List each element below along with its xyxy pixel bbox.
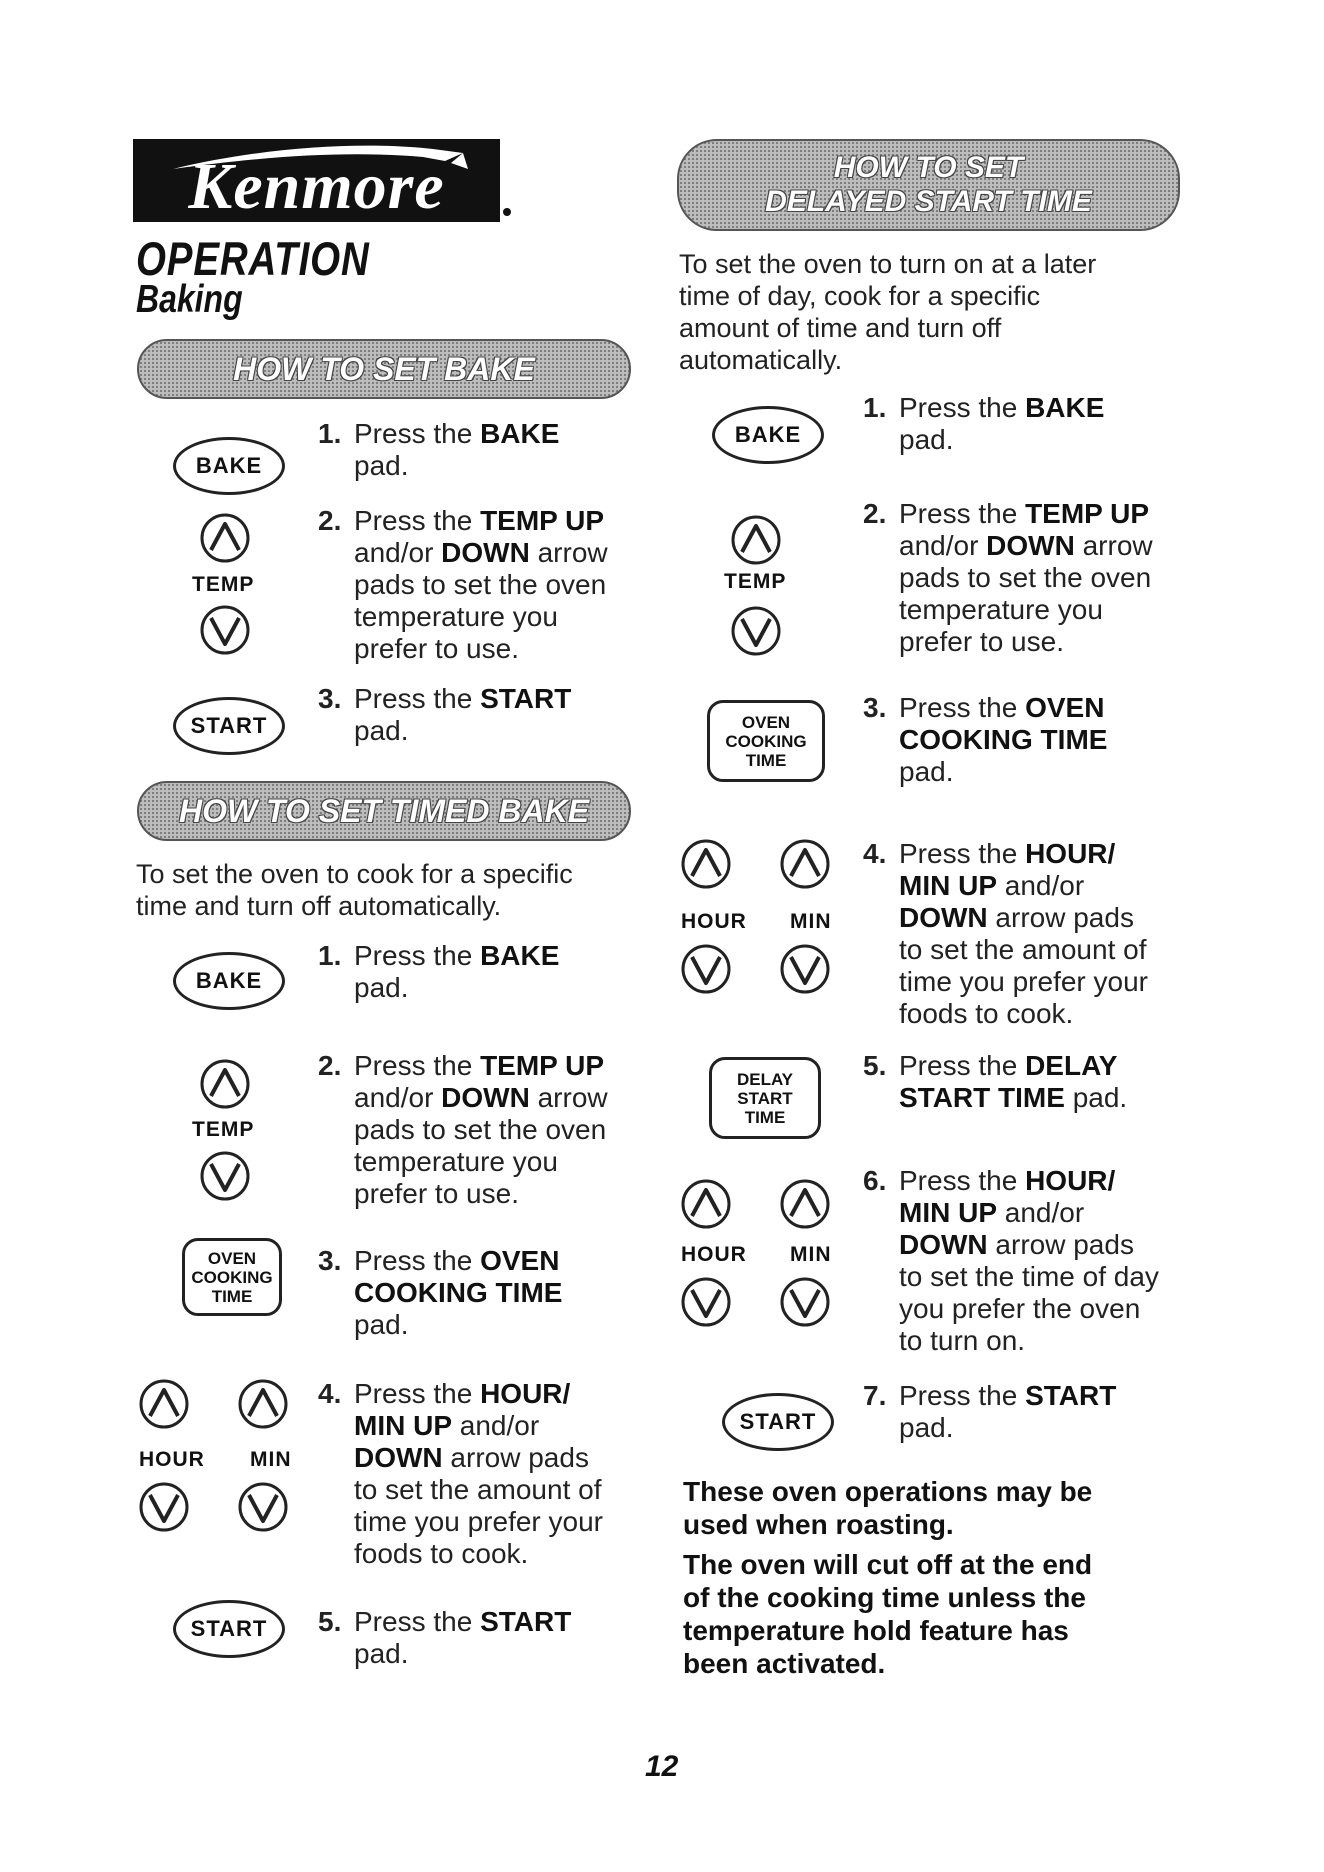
min-up-arrow-icon [779, 1178, 831, 1230]
bake-banner [137, 339, 631, 399]
step-text [354, 1606, 648, 1670]
bake-step-3 [318, 683, 648, 747]
banner-line: HOW TO SET [833, 151, 1024, 184]
step-number: 1. [318, 418, 342, 449]
bake-step-1 [318, 418, 648, 482]
delayed-step-5 [863, 1050, 1193, 1114]
step-line: time you prefer your [354, 1506, 603, 1537]
step-text [899, 1050, 1193, 1114]
logo-wordmark: Kenmore [188, 150, 445, 222]
step-number: 1. [318, 940, 342, 971]
page-number: 12 [645, 1750, 679, 1783]
delayed-step-3 [863, 692, 1193, 788]
hour-up-arrow-icon [680, 838, 732, 890]
step-line: Press the BAKE [354, 418, 560, 449]
step-number: 3. [318, 683, 342, 714]
start-pad-icon [722, 1393, 834, 1451]
step-line: pad. [899, 1412, 954, 1443]
note-line: been activated. [683, 1648, 886, 1679]
step-line: to set the amount of [354, 1474, 602, 1505]
oven-cooking-time-pad-icon [707, 700, 825, 782]
step-line: DOWN arrow pads [354, 1442, 589, 1473]
delayed-step-7 [863, 1380, 1193, 1444]
step-line: to set the time of day [899, 1261, 1159, 1292]
step-line: prefer to use. [354, 633, 519, 664]
hour-label: HOUR [139, 1448, 205, 1471]
min-up-arrow-icon [237, 1378, 289, 1430]
step-text [899, 1380, 1193, 1444]
step-text [354, 940, 648, 1004]
step-line: and/or DOWN arrow [354, 1082, 608, 1113]
step-text [354, 1378, 658, 1570]
bake-pad-label: BAKE [734, 422, 802, 447]
step-text [354, 418, 648, 482]
timed-bake-banner [137, 781, 631, 841]
delayed-step-1 [863, 392, 1193, 456]
temp-up-arrow-icon [730, 514, 782, 566]
step-line: pads to set the oven [354, 1114, 607, 1145]
step-line: MIN UP and/or [899, 1197, 1085, 1228]
delayed-step-6 [863, 1165, 1193, 1357]
min-label: MIN [790, 910, 832, 933]
step-text [899, 1165, 1193, 1357]
bake-pad-label: BAKE [195, 453, 263, 478]
min-label: MIN [790, 1243, 832, 1266]
step-line: you prefer the oven [899, 1293, 1141, 1324]
step-line: pad. [899, 424, 954, 455]
pad-line: OVEN [741, 712, 791, 732]
step-line: pad. [354, 1309, 409, 1340]
delay-start-time-pad-icon [709, 1057, 821, 1139]
step-line: Press the BAKE [354, 940, 560, 971]
step-text [899, 838, 1193, 1030]
delayed-step-4 [863, 838, 1193, 1030]
step-text [899, 498, 1193, 658]
step-text [354, 1050, 658, 1210]
intro-line: time and turn off automatically. [136, 891, 502, 921]
step-line: pad. [354, 1638, 409, 1669]
logo-dot [503, 208, 511, 216]
hour-down-arrow-icon [680, 1276, 732, 1328]
step-line: Press the START [354, 1606, 572, 1637]
kenmore-logo [133, 139, 500, 222]
note-line: used when roasting. [683, 1509, 954, 1540]
pad-line: START [737, 1088, 793, 1108]
min-up-arrow-icon [779, 838, 831, 890]
min-down-arrow-icon [779, 1276, 831, 1328]
temp-up-arrow-icon [199, 1058, 251, 1110]
step-text [354, 505, 658, 665]
step-line: pad. [354, 972, 409, 1003]
section-title: OPERATION [136, 232, 370, 285]
timed-step-1 [318, 940, 648, 1004]
start-pad-label: START [739, 1409, 817, 1434]
hour-up-arrow-icon [138, 1378, 190, 1430]
bake-pad-icon [173, 952, 285, 1010]
timed-bake-intro [136, 858, 636, 922]
timed-step-5 [318, 1606, 648, 1670]
bake-banner-text: HOW TO SET BAKE [233, 350, 535, 387]
step-line: pad. [354, 715, 409, 746]
step-number: 7. [863, 1380, 887, 1411]
delayed-step-2 [863, 498, 1193, 658]
step-number: 5. [318, 1606, 342, 1637]
pad-line: TIME [745, 750, 787, 770]
intro-line: automatically. [679, 345, 843, 375]
pad-line: COOKING [725, 731, 807, 751]
step-text [899, 392, 1193, 456]
step-line: COOKING TIME [354, 1277, 563, 1308]
step-line: pad. [354, 450, 409, 481]
banner-line: DELAYED START TIME [765, 185, 1092, 218]
min-down-arrow-icon [237, 1481, 289, 1533]
step-line: DOWN arrow pads [899, 1229, 1134, 1260]
hour-down-arrow-icon [680, 943, 732, 995]
section-subtitle: Baking [136, 278, 243, 321]
bake-pad-label: BAKE [195, 968, 263, 993]
step-number: 1. [863, 392, 887, 423]
step-line: Press the HOUR/ [354, 1378, 571, 1409]
step-line: Press the HOUR/ [899, 1165, 1116, 1196]
step-line: and/or DOWN arrow [354, 537, 608, 568]
step-line: Press the BAKE [899, 392, 1105, 423]
step-line: foods to cook. [899, 998, 1074, 1029]
temp-label: TEMP [192, 573, 255, 596]
step-number: 3. [318, 1245, 342, 1276]
bake-pad-icon [712, 406, 824, 464]
delayed-start-banner [677, 139, 1180, 231]
step-line: Press the HOUR/ [899, 838, 1116, 869]
step-line: MIN UP and/or [899, 870, 1085, 901]
step-number: 2. [318, 1050, 342, 1081]
step-line: temperature you [354, 1146, 558, 1177]
note-line: of the cooking time unless the [683, 1582, 1086, 1613]
step-line: to turn on. [899, 1325, 1026, 1356]
hour-label: HOUR [681, 1243, 747, 1266]
step-number: 5. [863, 1050, 887, 1081]
temp-up-arrow-icon [199, 512, 251, 564]
step-line: temperature you [899, 594, 1103, 625]
temp-label: TEMP [724, 570, 787, 593]
hour-label: HOUR [681, 910, 747, 933]
step-text [899, 692, 1193, 788]
oven-cooking-time-pad-icon [182, 1238, 282, 1316]
step-line: prefer to use. [899, 626, 1064, 657]
temp-label: TEMP [192, 1118, 255, 1141]
step-number: 3. [863, 692, 887, 723]
step-line: START TIME pad. [899, 1082, 1128, 1113]
note-line: The oven will cut off at the end [683, 1549, 1093, 1580]
hour-down-arrow-icon [138, 1481, 190, 1533]
step-number: 2. [318, 505, 342, 536]
timed-step-3 [318, 1245, 658, 1341]
start-pad-label: START [190, 713, 268, 738]
step-number: 4. [318, 1378, 342, 1409]
timed-step-4 [318, 1378, 658, 1570]
pad-line: OVEN [207, 1248, 257, 1268]
intro-line: To set the oven to cook for a specific [136, 859, 573, 889]
step-number: 2. [863, 498, 887, 529]
intro-line: amount of time and turn off [679, 313, 1002, 343]
step-line: foods to cook. [354, 1538, 529, 1569]
step-line: Press the OVEN [899, 692, 1105, 723]
min-down-arrow-icon [779, 943, 831, 995]
pad-line: TIME [211, 1286, 253, 1306]
start-pad-icon [173, 697, 285, 755]
step-text [354, 683, 648, 747]
pad-line: COOKING [191, 1267, 273, 1287]
step-line: Press the DELAY [899, 1050, 1118, 1081]
roasting-note [683, 1475, 1193, 1541]
step-line: COOKING TIME [899, 724, 1108, 755]
step-line: pads to set the oven [899, 562, 1152, 593]
temp-down-arrow-icon [730, 605, 782, 657]
step-line: Press the TEMP UP [899, 498, 1150, 529]
step-line: Press the START [899, 1380, 1117, 1411]
bake-step-2 [318, 505, 658, 665]
note-line: temperature hold feature has [683, 1615, 1069, 1646]
temp-down-arrow-icon [199, 1150, 251, 1202]
bake-pad-icon [173, 437, 285, 495]
intro-line: To set the oven to turn on at a later [679, 249, 1097, 279]
step-line: Press the TEMP UP [354, 505, 605, 536]
min-label: MIN [250, 1448, 292, 1471]
cutoff-note [683, 1548, 1193, 1680]
timed-bake-banner-text: HOW TO SET TIMED BAKE [178, 792, 590, 829]
start-pad-label: START [190, 1616, 268, 1641]
step-line: Press the START [354, 683, 572, 714]
start-pad-icon [173, 1600, 285, 1658]
hour-up-arrow-icon [680, 1178, 732, 1230]
step-line: DOWN arrow pads [899, 902, 1134, 933]
delayed-start-intro [679, 248, 1179, 376]
step-line: and/or DOWN arrow [899, 530, 1153, 561]
step-line: temperature you [354, 601, 558, 632]
step-number: 4. [863, 838, 887, 869]
pad-line: DELAY [736, 1069, 794, 1089]
step-line: to set the amount of [899, 934, 1147, 965]
step-number: 6. [863, 1165, 887, 1196]
timed-step-2 [318, 1050, 658, 1210]
step-text [354, 1245, 658, 1341]
pad-line: TIME [744, 1107, 786, 1127]
step-line: time you prefer your [899, 966, 1148, 997]
intro-line: time of day, cook for a specific [679, 281, 1041, 311]
step-line: pad. [899, 756, 954, 787]
step-line: prefer to use. [354, 1178, 519, 1209]
temp-down-arrow-icon [199, 604, 251, 656]
step-line: pads to set the oven [354, 569, 607, 600]
step-line: Press the OVEN [354, 1245, 560, 1276]
step-line: Press the TEMP UP [354, 1050, 605, 1081]
note-line: These oven operations may be [683, 1476, 1093, 1507]
step-line: MIN UP and/or [354, 1410, 540, 1441]
